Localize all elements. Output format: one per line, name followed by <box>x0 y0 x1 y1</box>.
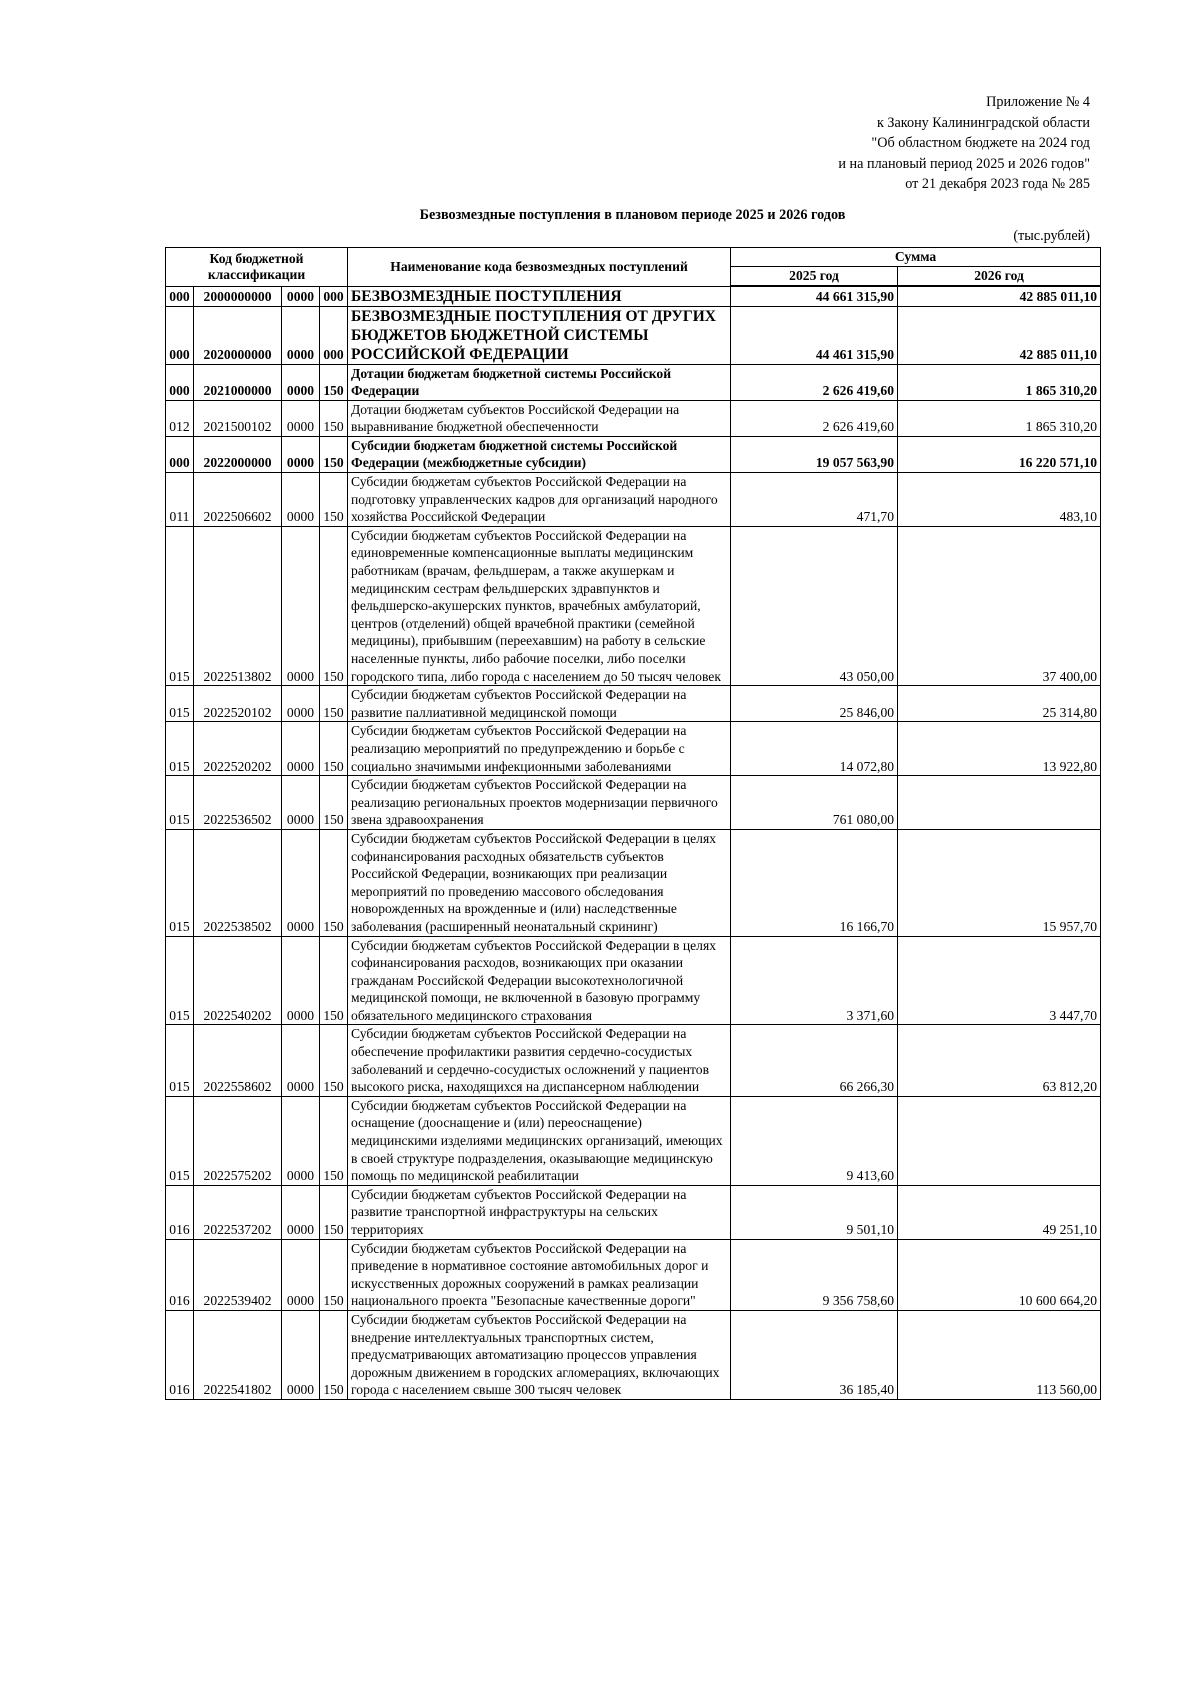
table-row <box>166 1185 1101 1239</box>
revenue-name-cell: Субсидии бюджетам субъектов Российской Федерации на оснащение (дооснащение и (или) переоснащение) медицинскими изделиями медицинских организаций, имеющих в своей структуре подразделения, оказывающие медицинскую помощь по медицинской реабилитации <box>348 1096 731 1185</box>
program-code-cell: 0000 <box>282 829 320 936</box>
amount-2026-cell: 63 812,20 <box>898 1025 1101 1096</box>
program-code-cell: 0000 <box>282 1239 320 1310</box>
revenue-name-cell: Субсидии бюджетам субъектов Российской Федерации на реализацию региональных проектов модернизации первичного звена здравоохранения <box>348 776 731 830</box>
admin-code-cell: 015 <box>166 526 194 685</box>
amount-2025-cell: 19 057 563,90 <box>731 436 898 472</box>
revenue-table <box>165 247 1101 1400</box>
revenue-code-cell: 2000000000 <box>194 286 282 306</box>
amount-2026-cell: 15 957,70 <box>898 829 1101 936</box>
admin-code-cell: 015 <box>166 776 194 830</box>
admin-code-cell: 000 <box>166 364 194 400</box>
amount-2026-cell: 113 560,00 <box>898 1310 1101 1399</box>
appendix-line: и на плановый период 2025 и 2026 годов" <box>838 155 1090 172</box>
amount-2025-cell: 471,70 <box>731 473 898 527</box>
revenue-name-cell: БЕЗВОЗМЕЗДНЫЕ ПОСТУПЛЕНИЯ <box>348 286 731 306</box>
revenue-code-cell: 2022520102 <box>194 686 282 722</box>
economic-code-cell: 150 <box>320 473 348 527</box>
table-row <box>166 1096 1101 1185</box>
revenue-code-cell: 2022513802 <box>194 526 282 685</box>
economic-code-cell: 150 <box>320 1025 348 1096</box>
program-code-cell: 0000 <box>282 1025 320 1096</box>
admin-code-cell: 015 <box>166 686 194 722</box>
economic-code-cell: 150 <box>320 829 348 936</box>
header-code: Код бюджетной классификации <box>166 248 348 287</box>
table-row <box>166 1239 1101 1310</box>
amount-2026-cell: 13 922,80 <box>898 722 1101 776</box>
revenue-name-cell: Субсидии бюджетам субъектов Российской Федерации на развитие паллиативной медицинской помощи <box>348 686 731 722</box>
table-row <box>166 436 1101 472</box>
amount-2025-cell: 43 050,00 <box>731 526 898 685</box>
amount-2025-cell: 9 356 758,60 <box>731 1239 898 1310</box>
admin-code-cell: 016 <box>166 1239 194 1310</box>
revenue-name-cell: Субсидии бюджетам субъектов Российской Федерации на единовременные компенсационные выплаты медицинским работникам (врачам, фельдшерам, а также акушеркам и медицинским сестрам фельдшерских здравпунктов и фельдшерско-акушерских пунктов, врачебных амбулаторий, центров (отделений) общей врачебной практики (семейной медицины), прибывшим (переехавшим) на работу в сельские населенные пункты, либо рабочие поселки, либо поселки городского типа, либо города с населением до 50 тысяч человек <box>348 526 731 685</box>
revenue-name-cell: Субсидии бюджетам субъектов Российской Федерации на приведение в нормативное состояние автомобильных дорог и искусственных дорожных сооружений в рамках реализации национального проекта "Безопасные качественные дороги" <box>348 1239 731 1310</box>
admin-code-cell: 015 <box>166 1025 194 1096</box>
revenue-code-cell: 2022541802 <box>194 1310 282 1399</box>
amount-2026-cell: 25 314,80 <box>898 686 1101 722</box>
admin-code-cell: 015 <box>166 722 194 776</box>
economic-code-cell: 000 <box>320 286 348 306</box>
revenue-code-cell: 2022539402 <box>194 1239 282 1310</box>
amount-2025-cell: 761 080,00 <box>731 776 898 830</box>
admin-code-cell: 000 <box>166 286 194 306</box>
amount-2025-cell: 3 371,60 <box>731 936 898 1025</box>
admin-code-cell: 015 <box>166 829 194 936</box>
amount-2026-cell: 42 885 011,10 <box>898 286 1101 306</box>
admin-code-cell: 000 <box>166 436 194 472</box>
amount-2026-cell: 1 865 310,20 <box>898 364 1101 400</box>
program-code-cell: 0000 <box>282 306 320 364</box>
revenue-code-cell: 2022540202 <box>194 936 282 1025</box>
economic-code-cell: 150 <box>320 776 348 830</box>
amount-2026-cell <box>898 776 1101 830</box>
economic-code-cell: 150 <box>320 436 348 472</box>
economic-code-cell: 150 <box>320 936 348 1025</box>
amount-2025-cell: 14 072,80 <box>731 722 898 776</box>
program-code-cell: 0000 <box>282 473 320 527</box>
revenue-name-cell: БЕЗВОЗМЕЗДНЫЕ ПОСТУПЛЕНИЯ ОТ ДРУГИХ БЮДЖЕТОВ БЮДЖЕТНОЙ СИСТЕМЫ РОССИЙСКОЙ ФЕДЕРАЦИИ <box>348 306 731 364</box>
admin-code-cell: 016 <box>166 1185 194 1239</box>
table-row <box>166 526 1101 685</box>
revenue-name-cell: Субсидии бюджетам субъектов Российской Федерации на подготовку управленческих кадров для организаций народного хозяйства Российской Федерации <box>348 473 731 527</box>
header-sum: Сумма <box>731 248 1101 267</box>
revenue-code-cell: 2022506602 <box>194 473 282 527</box>
economic-code-cell: 150 <box>320 526 348 685</box>
amount-2025-cell: 36 185,40 <box>731 1310 898 1399</box>
table-row <box>166 1310 1101 1399</box>
table-row <box>166 1025 1101 1096</box>
economic-code-cell: 150 <box>320 1185 348 1239</box>
admin-code-cell: 011 <box>166 473 194 527</box>
table-row <box>166 829 1101 936</box>
revenue-code-cell: 2021000000 <box>194 364 282 400</box>
revenue-code-cell: 2022536502 <box>194 776 282 830</box>
amount-2026-cell: 1 865 310,20 <box>898 400 1101 436</box>
revenue-code-cell: 2020000000 <box>194 306 282 364</box>
amount-2025-cell: 25 846,00 <box>731 686 898 722</box>
revenue-code-cell: 2022558602 <box>194 1025 282 1096</box>
admin-code-cell: 015 <box>166 936 194 1025</box>
program-code-cell: 0000 <box>282 936 320 1025</box>
revenue-code-cell: 2022000000 <box>194 436 282 472</box>
program-code-cell: 0000 <box>282 776 320 830</box>
program-code-cell: 0000 <box>282 1096 320 1185</box>
table-body <box>166 286 1101 1399</box>
program-code-cell: 0000 <box>282 1310 320 1399</box>
revenue-name-cell: Субсидии бюджетам субъектов Российской Федерации на реализацию мероприятий по предупреждению и борьбе с социально значимыми инфекционными заболеваниями <box>348 722 731 776</box>
economic-code-cell: 150 <box>320 1096 348 1185</box>
amount-2026-cell: 49 251,10 <box>898 1185 1101 1239</box>
economic-code-cell: 150 <box>320 400 348 436</box>
economic-code-cell: 150 <box>320 364 348 400</box>
table-row <box>166 722 1101 776</box>
program-code-cell: 0000 <box>282 400 320 436</box>
program-code-cell: 0000 <box>282 686 320 722</box>
document-title: Безвозмездные поступления в плановом периоде 2025 и 2026 годов <box>419 207 846 223</box>
economic-code-cell: 150 <box>320 1310 348 1399</box>
revenue-code-cell: 2022520202 <box>194 722 282 776</box>
revenue-name-cell: Дотации бюджетам бюджетной системы Российской Федерации <box>348 364 731 400</box>
revenue-name-cell: Субсидии бюджетам бюджетной системы Российской Федерации (межбюджетные субсидии) <box>348 436 731 472</box>
amount-2025-cell: 66 266,30 <box>731 1025 898 1096</box>
appendix-line: от 21 декабря 2023 года № 285 <box>905 176 1090 192</box>
header-year-2026: 2026 год <box>898 267 1101 287</box>
economic-code-cell: 150 <box>320 1239 348 1310</box>
revenue-name-cell: Субсидии бюджетам субъектов Российской Федерации на обеспечение профилактики развития сердечно-сосудистых заболеваний и сердечно-сосудистых осложнений у пациентов высокого риска, находящихся на диспансерном наблюдении <box>348 1025 731 1096</box>
program-code-cell: 0000 <box>282 1185 320 1239</box>
amount-2025-cell: 2 626 419,60 <box>731 400 898 436</box>
revenue-code-cell: 2021500102 <box>194 400 282 436</box>
economic-code-cell: 000 <box>320 306 348 364</box>
header-year-2025: 2025 год <box>731 267 898 287</box>
revenue-code-cell: 2022538502 <box>194 829 282 936</box>
amount-2025-cell: 9 501,10 <box>731 1185 898 1239</box>
unit-label: (тыс.рублей) <box>1013 228 1090 244</box>
table-row <box>166 364 1101 400</box>
program-code-cell: 0000 <box>282 436 320 472</box>
table-row <box>166 306 1101 364</box>
table-row <box>166 473 1101 527</box>
amount-2026-cell: 16 220 571,10 <box>898 436 1101 472</box>
amount-2026-cell: 483,10 <box>898 473 1101 527</box>
table-row <box>166 776 1101 830</box>
appendix-line: "Об областном бюджете на 2024 год <box>871 135 1090 151</box>
table-row <box>166 400 1101 436</box>
amount-2026-cell: 3 447,70 <box>898 936 1101 1025</box>
appendix-header <box>670 92 1090 195</box>
amount-2026-cell: 37 400,00 <box>898 526 1101 685</box>
revenue-name-cell: Субсидии бюджетам субъектов Российской Федерации в целях софинансирования расходов, возникающих при оказании гражданам Российской Федерации высокотехнологичной медицинской помощи, не включенной в базовую программу обязательного медицинского страхования <box>348 936 731 1025</box>
header-name: Наименование кода безвозмездных поступлений <box>348 248 731 287</box>
revenue-code-cell: 2022575202 <box>194 1096 282 1185</box>
amount-2026-cell: 42 885 011,10 <box>898 306 1101 364</box>
admin-code-cell: 015 <box>166 1096 194 1185</box>
admin-code-cell: 016 <box>166 1310 194 1399</box>
economic-code-cell: 150 <box>320 686 348 722</box>
table-row <box>166 286 1101 306</box>
amount-2025-cell: 2 626 419,60 <box>731 364 898 400</box>
program-code-cell: 0000 <box>282 364 320 400</box>
appendix-line: Приложение № 4 <box>986 94 1090 110</box>
appendix-line: к Закону Калининградской области <box>876 114 1090 131</box>
admin-code-cell: 000 <box>166 306 194 364</box>
revenue-name-cell: Субсидии бюджетам субъектов Российской Федерации в целях софинансирования расходных обязательств субъектов Российской Федерации, возникающих при реализации мероприятий по проведению массового обследования новорожденных на врожденные и (или) наследственные заболевания (расширенный неонатальный скрининг) <box>348 829 731 936</box>
amount-2026-cell <box>898 1096 1101 1185</box>
amount-2026-cell: 10 600 664,20 <box>898 1239 1101 1310</box>
program-code-cell: 0000 <box>282 286 320 306</box>
amount-2025-cell: 44 461 315,90 <box>731 306 898 364</box>
admin-code-cell: 012 <box>166 400 194 436</box>
revenue-name-cell: Субсидии бюджетам субъектов Российской Федерации на развитие транспортной инфраструктуры на сельских территориях <box>348 1185 731 1239</box>
table-row <box>166 686 1101 722</box>
amount-2025-cell: 16 166,70 <box>731 829 898 936</box>
program-code-cell: 0000 <box>282 526 320 685</box>
program-code-cell: 0000 <box>282 722 320 776</box>
revenue-name-cell: Субсидии бюджетам субъектов Российской Федерации на внедрение интеллектуальных транспортных систем, предусматривающих автоматизацию процессов управления дорожным движением в городских агломерациях, включающих города с населением свыше 300 тысяч человек <box>348 1310 731 1399</box>
revenue-name-cell: Дотации бюджетам субъектов Российской Федерации на выравнивание бюджетной обеспеченности <box>348 400 731 436</box>
revenue-code-cell: 2022537202 <box>194 1185 282 1239</box>
economic-code-cell: 150 <box>320 722 348 776</box>
amount-2025-cell: 9 413,60 <box>731 1096 898 1185</box>
table-row <box>166 936 1101 1025</box>
amount-2025-cell: 44 661 315,90 <box>731 286 898 306</box>
